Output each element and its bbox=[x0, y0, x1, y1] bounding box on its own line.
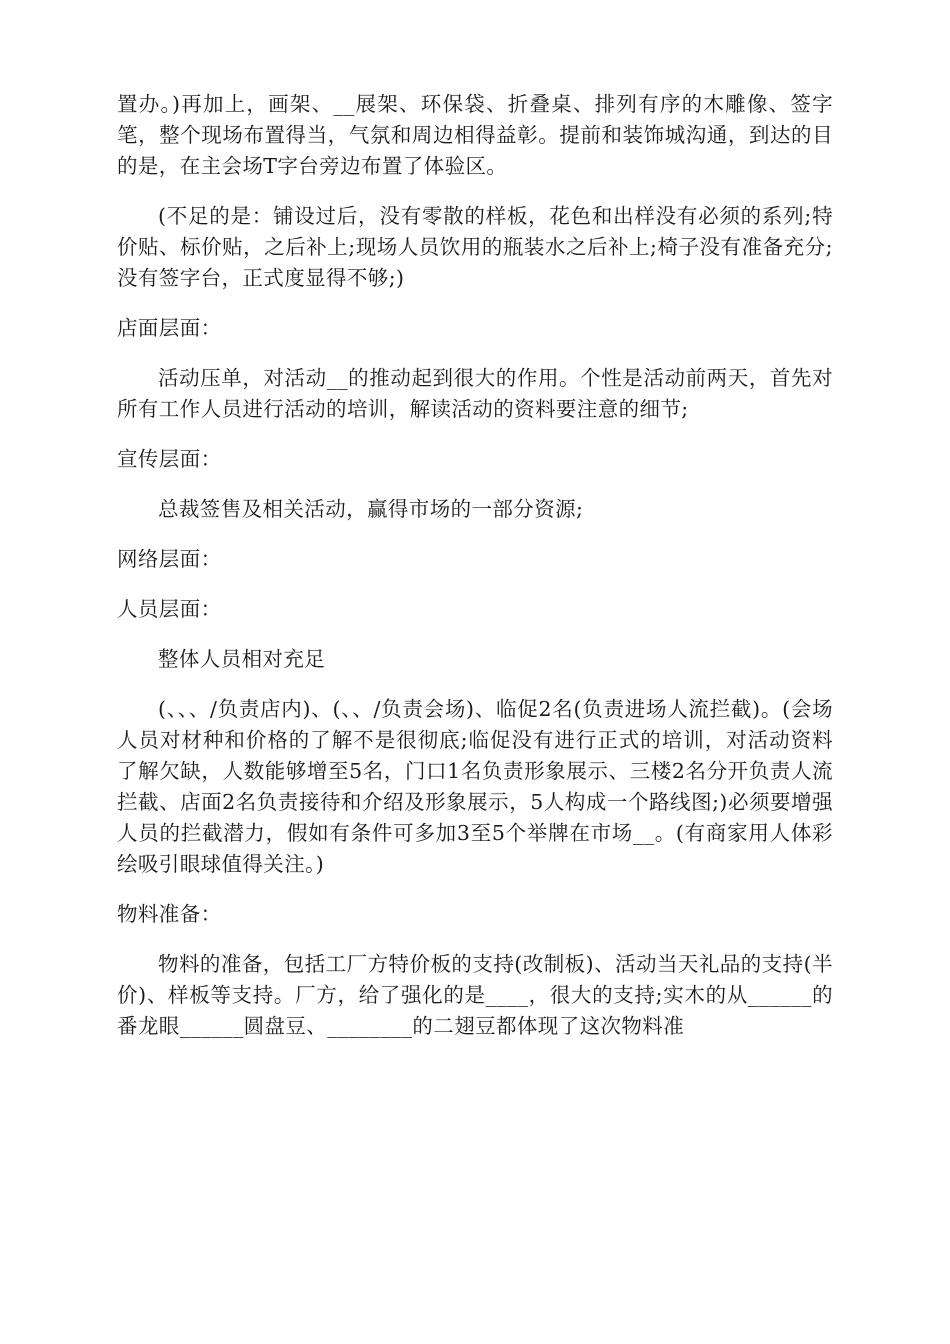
paragraph-materials: 物料的准备，包括工厂方特价板的支持(改制板)、活动当天礼品的支持(半价)、样板等支持。厂方，给了强化的是____，很大的支持;实木的从______的番龙眼______圆盘豆、________的二翅豆都体现了这次物料准 bbox=[117, 952, 833, 1038]
paragraph-staff-details: (、、、/负责店内)、(、、/负责会场)、临促2名(负责进场人流拦截)。(会场人员对材种和价格的了解不是很彻底;临促没有进行正式的培训，对活动资料了解欠缺，人数能够增至5名，门口1名负责形象展示、三楼2名分开负责人流拦截、店面2名负责接待和介绍及形象展示，5人构成一个路线图;)必须要增强人员的拦截潜力，假如有条件可多加3至5个举牌在市场__。(有商家用人体彩绘吸引眼球值得关注。) bbox=[117, 697, 833, 876]
paragraph-staff-sufficient: 整体人员相对充足 bbox=[158, 647, 326, 671]
paragraph-shortcomings: (不足的是：铺设过后，没有零散的样板，花色和出样没有必须的系列;特价贴、标价贴，之后补上;现场人员饮用的瓶装水之后补上;椅子没有准备充分;没有签字台，正式度显得不够;) bbox=[117, 204, 833, 290]
heading-promotion-level: 宣传层面： bbox=[117, 447, 222, 471]
heading-materials: 物料准备： bbox=[117, 902, 222, 926]
heading-network-level: 网络层面： bbox=[117, 547, 222, 571]
heading-staff-level: 人员层面： bbox=[117, 597, 222, 621]
paragraph-venue-setup: 置办。)再加上，画架、__展架、环保袋、折叠桌、排列有序的木雕像、签字笔，整个现场布置得当，气氛和周边相得益彰。提前和装饰城沟通，到达的目的是，在主会场T字台旁边布置了体验区。 bbox=[117, 92, 833, 178]
document-page bbox=[117, 89, 833, 1042]
paragraph-promotion-level: 总裁签售及相关活动，赢得市场的一部分资源; bbox=[158, 497, 584, 521]
heading-store-level: 店面层面： bbox=[117, 316, 222, 340]
paragraph-store-level: 活动压单，对活动__的推动起到很大的作用。个性是活动前两天，首先对所有工作人员进行活动的培训，解读活动的资料要注意的细节; bbox=[117, 366, 833, 421]
